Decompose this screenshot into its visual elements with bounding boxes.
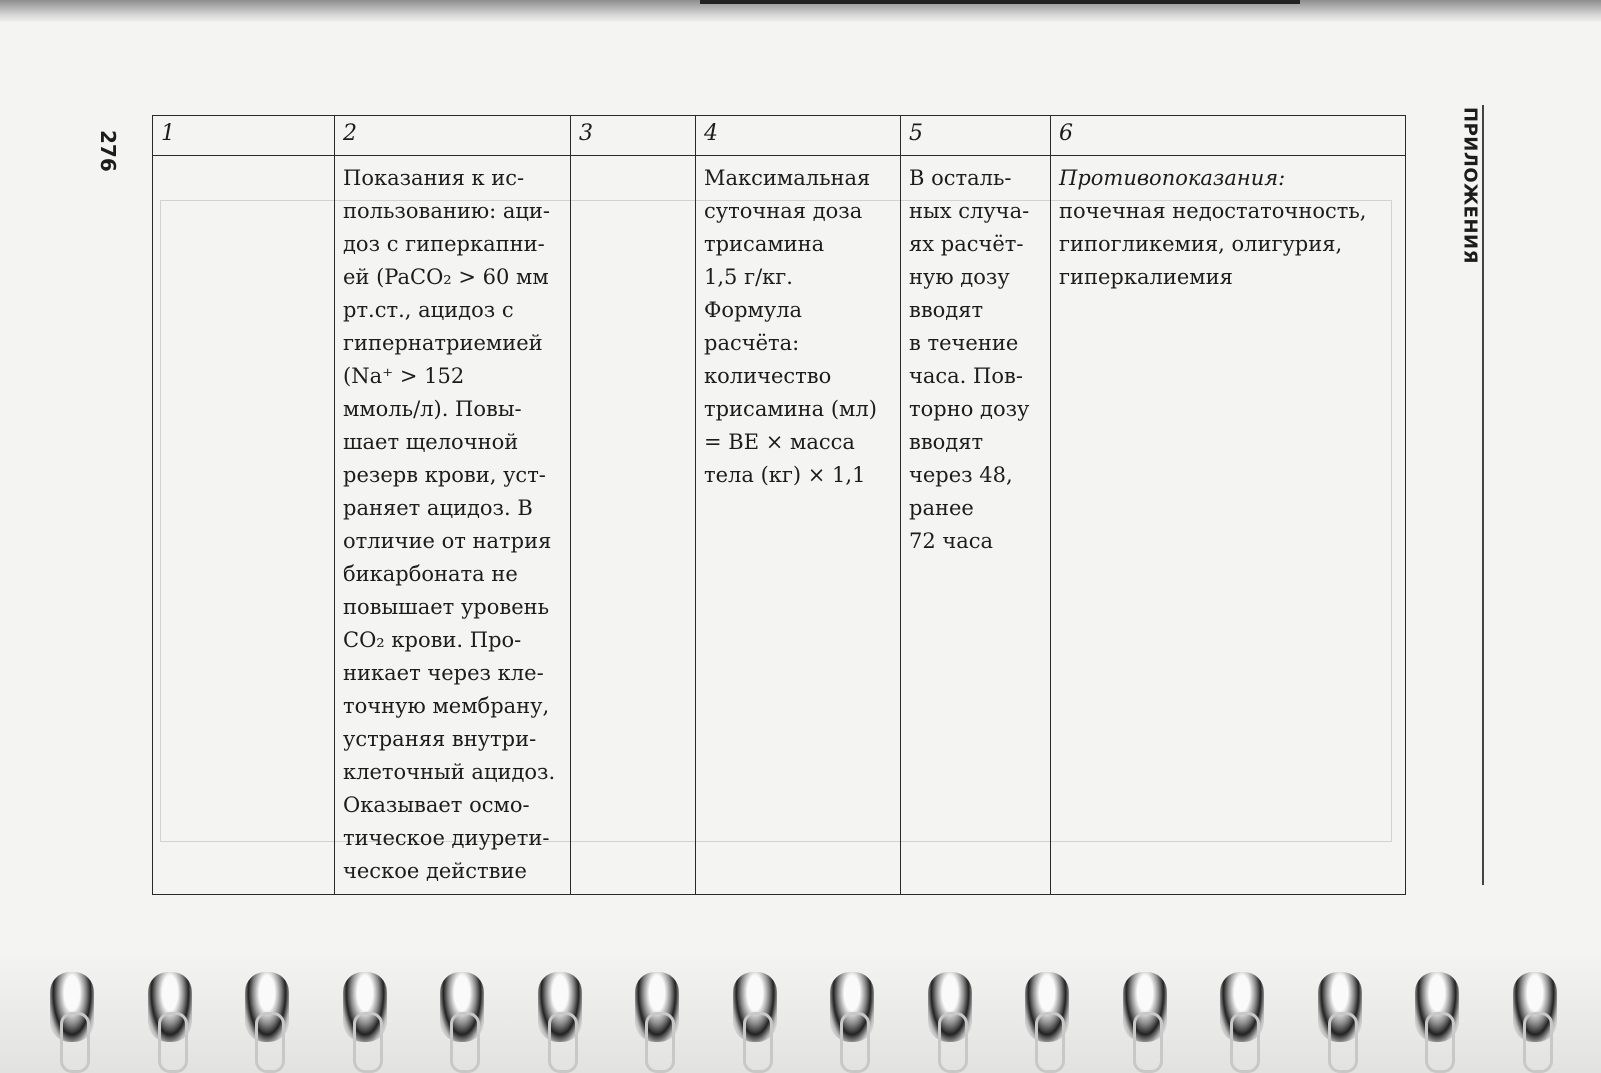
text-line: 72 часа <box>909 529 994 553</box>
header-col-2: 2 <box>335 116 571 156</box>
text-line: отличие от натрия <box>343 529 552 553</box>
text-line: вводят <box>909 298 984 322</box>
text-line: CO₂ крови. Про- <box>343 628 522 652</box>
text-line: ммоль/л). Повы- <box>343 397 522 421</box>
cell-col-1 <box>153 156 335 895</box>
binding-ring <box>343 972 387 1042</box>
binding-ring <box>440 972 484 1042</box>
text-line: клеточный ацидоз. <box>343 760 556 784</box>
text-line: В осталь- <box>909 166 1012 190</box>
text-line: пользованию: аци- <box>343 199 550 223</box>
header-col-5: 5 <box>901 116 1051 156</box>
binding-ring <box>830 972 874 1042</box>
text-line: рт.ст., ацидоз с <box>343 298 514 322</box>
text-line: 1,5 г/кг. <box>704 265 793 289</box>
text-line: трисамина (мл) <box>704 397 877 421</box>
text-line: повышает уровень <box>343 595 550 619</box>
text-line: устраняя внутри- <box>343 727 537 751</box>
text-line: через 48, <box>909 463 1013 487</box>
header-col-4: 4 <box>696 116 901 156</box>
text-line: точную мембрану, <box>343 694 550 718</box>
text-line: ную дозу <box>909 265 1010 289</box>
binding-ring <box>1220 972 1264 1042</box>
spiral-binding <box>0 950 1601 1073</box>
text-line: торно дозу <box>909 397 1030 421</box>
page-number: 276 <box>96 130 120 172</box>
binding-ring <box>928 972 972 1042</box>
text-line: количество <box>704 364 832 388</box>
text-line: ранее <box>909 496 974 520</box>
header-row <box>153 116 1406 156</box>
text-line: почечная недостаточность, <box>1059 199 1367 223</box>
binding-ring <box>1415 972 1459 1042</box>
text-line: часа. Пов- <box>909 364 1023 388</box>
text-line: шает щелочной <box>343 430 519 454</box>
text-line: доз с гиперкапни- <box>343 232 545 256</box>
binding-ring <box>733 972 777 1042</box>
text-line: гиперкалиемия <box>1059 265 1233 289</box>
binding-ring <box>245 972 289 1042</box>
binding-ring <box>538 972 582 1042</box>
administration-text <box>909 162 1042 558</box>
data-table <box>152 115 1406 895</box>
binding-ring <box>1025 972 1069 1042</box>
dose-text <box>704 162 892 492</box>
text-line: Показания к ис- <box>343 166 525 190</box>
binding-ring <box>148 972 192 1042</box>
binding-ring <box>1123 972 1167 1042</box>
text-line: ческое действие <box>343 859 527 883</box>
text-line: (Na⁺ > 152 <box>343 364 465 388</box>
binding-ring <box>50 972 94 1042</box>
binding-ring <box>1513 972 1557 1042</box>
text-line: ных случа- <box>909 199 1030 223</box>
section-title: ПРИЛОЖЕНИЯ <box>1459 107 1481 264</box>
text-line: гипернатриемией <box>343 331 543 355</box>
text-line: суточная доза <box>704 199 863 223</box>
text-line: расчёта: <box>704 331 800 355</box>
text-line: бикарбоната не <box>343 562 518 586</box>
text-line: вводят <box>909 430 984 454</box>
cell-administration <box>901 156 1051 895</box>
header-col-3: 3 <box>571 116 696 156</box>
contraindications-text <box>1059 195 1397 294</box>
text-line: в течение <box>909 331 1019 355</box>
text-line: резерв крови, уст- <box>343 463 546 487</box>
binding-ring <box>1318 972 1362 1042</box>
text-line: Формула <box>704 298 803 322</box>
text-line: Оказывает осмо- <box>343 793 530 817</box>
side-rule <box>1482 105 1484 885</box>
cell-indications <box>335 156 571 895</box>
text-line: трисамина <box>704 232 825 256</box>
header-col-6: 6 <box>1051 116 1406 156</box>
cell-dose <box>696 156 901 895</box>
text-line: раняет ацидоз. В <box>343 496 533 520</box>
top-edge <box>0 0 1601 22</box>
cell-col-3 <box>571 156 696 895</box>
text-line: никает через кле- <box>343 661 544 685</box>
cell-contraindications <box>1051 156 1406 895</box>
text-line: Максимальная <box>704 166 871 190</box>
indications-text <box>343 162 562 888</box>
binding-ring <box>635 972 679 1042</box>
text-line: ей (PaCO₂ > 60 мм <box>343 265 549 289</box>
text-line: тическое диурети- <box>343 826 550 850</box>
text-line: тела (кг) × 1,1 <box>704 463 866 487</box>
table-row <box>153 156 1406 895</box>
text-line: = BE × масса <box>704 430 855 454</box>
text-line: гипогликемия, олигурия, <box>1059 232 1343 256</box>
header-col-1: 1 <box>153 116 335 156</box>
text-line: ях расчёт- <box>909 232 1024 256</box>
contraindications-label: Противопоказания: <box>1059 166 1286 190</box>
